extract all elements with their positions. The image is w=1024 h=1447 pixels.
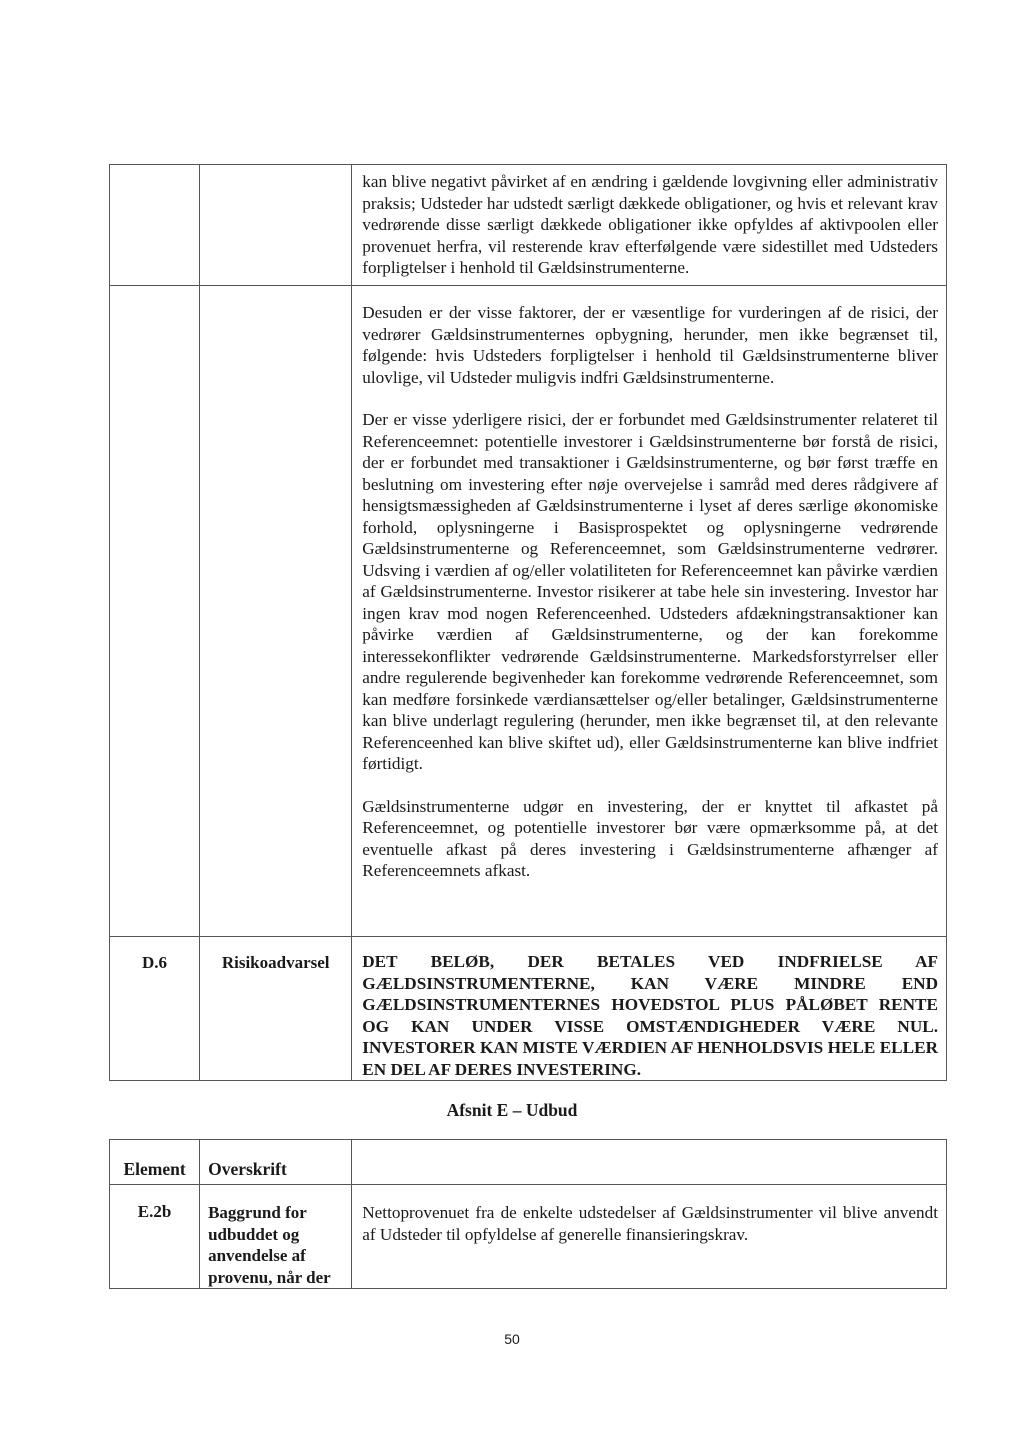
table-row [110, 1185, 947, 1289]
content-cell [352, 286, 947, 937]
return-risk-paragraph: Gældsinstrumenterne udgør en investering, der er knyttet til afkastet på Referenceemnet, og potentielle investorer bør være opmærksomme på, at det eventuelle afkast på deres investering i Gældsinstrumenterne afhænger af Referenceemnets afkast. [362, 796, 938, 880]
column-header-content [352, 1140, 947, 1185]
element-cell [110, 286, 200, 937]
element-heading: Baggrund for udbuddet og anvendelse af provenu, når der [208, 1203, 331, 1287]
table-row [110, 286, 947, 937]
element-code: E.2b [110, 1185, 200, 1289]
content-cell [352, 165, 947, 286]
table-row [110, 937, 947, 1081]
risk-continuation-text: kan blive negativt påvirket af en ændring i gældende lovgivning eller administrativ praksis; Udsteder har udstedt særligt dækkede obligationer, og hvis et relevant krav vedrørende disse særligt dækkede obligationer ikke opfyldes af aktivpoolen eller provenuet herfra, vil resterende krav efterfølgende være sidestillet med Udsteders forpligtelser i henhold til Gældsinstrumenterne. [362, 172, 938, 277]
use-of-proceeds-text: Nettoprovenuet fra de enkelte udstedelser af Gældsinstrumenter vil blive anvendt af Udsteder til opfyldelse af generelle finansieringskrav. [362, 1203, 938, 1244]
heading-cell [200, 165, 352, 286]
content-cell [352, 937, 947, 1081]
table-row [110, 165, 947, 286]
element-code: D.6 [110, 937, 200, 1081]
content-cell [352, 1185, 947, 1289]
element-heading: Risikoadvarsel [200, 937, 352, 1081]
risk-factors-table [109, 164, 947, 1081]
element-cell [110, 165, 200, 286]
table-header-row [110, 1140, 947, 1185]
column-header-element: Element [110, 1140, 200, 1185]
structure-risk-paragraph: Desuden er der visse faktorer, der er væsentlige for vurderingen af de risici, der vedrører Gældsinstrumenternes opbygning, herunder, men ikke begrænset til, følgende: hvis Udsteders forpligtelser i henhold til Gældsinstrumenterne bliver ulovlige, vil Udsteder muligvis indfri Gældsinstrumenterne. [362, 303, 938, 387]
offer-table [109, 1139, 947, 1289]
heading-cell [200, 286, 352, 937]
page-number: 50 [504, 1331, 520, 1347]
risk-warning-text: DET BELØB, DER BETALES VED INDFRIELSE AF GÆLDSINSTRUMENTERNE, KAN VÆRE MINDRE END GÆLDSINSTRUMENTERNES HOVEDSTOL PLUS PÅLØBET RENTE OG KAN UNDER VISSE OMSTÆNDIGHEDER VÆRE NUL. INVESTORER KAN MISTE VÆRDIEN AF HENHOLDSVIS HELE ELLER EN DEL AF DERES INVESTERING. [362, 952, 938, 1079]
reference-item-risk-paragraph: Der er visse yderligere risici, der er forbundet med Gældsinstrumenter relateret til Referenceemnet: potentielle investorer i Gældsinstrumenterne bør forstå de risici, der er forbundet med transaktioner i Gældsinstrumenterne, og bør først træffe en beslutning om investering efter nøje overvejelse i samråd med deres rådgivere af hensigtsmæssigheden af Gældsinstrumenterne i lyset af deres særlige økonomiske forhold, oplysningerne i Basisprospektet og oplysningerne vedrørende Gældsinstrumenterne og Referenceemnet, som Gældsinstrumenterne vedrører. Udsving i værdien af og/eller volatiliteten for Referenceemnet kan påvirke værdien af Gældsinstrumenterne. Investor risikerer at tabe hele sin investering. Investor har ingen krav mod nogen Referenceenhed. Udsteders afdækningstransaktioner kan påvirke værdien af Gældsinstrumenterne, og der kan forekomme interessekonflikter vedrørende Gældsinstrumenterne. Markedsforstyrrelser eller andre regulerende begivenheder kan forekomme vedrørende Referenceemnet, som kan medføre forsinkede værdiansættelser og/eller betalinger, Gældsinstrumenterne kan blive underlagt regulering (herunder, men ikke begrænset til, at den relevante Referenceenhed kan blive skiftet ud), eller Gældsinstrumenterne kan blive indfriet førtidigt. [362, 410, 938, 773]
heading-cell [200, 1185, 352, 1289]
column-header-overskrift: Overskrift [200, 1140, 352, 1185]
section-title: Afsnit E – Udbud [446, 1100, 578, 1120]
